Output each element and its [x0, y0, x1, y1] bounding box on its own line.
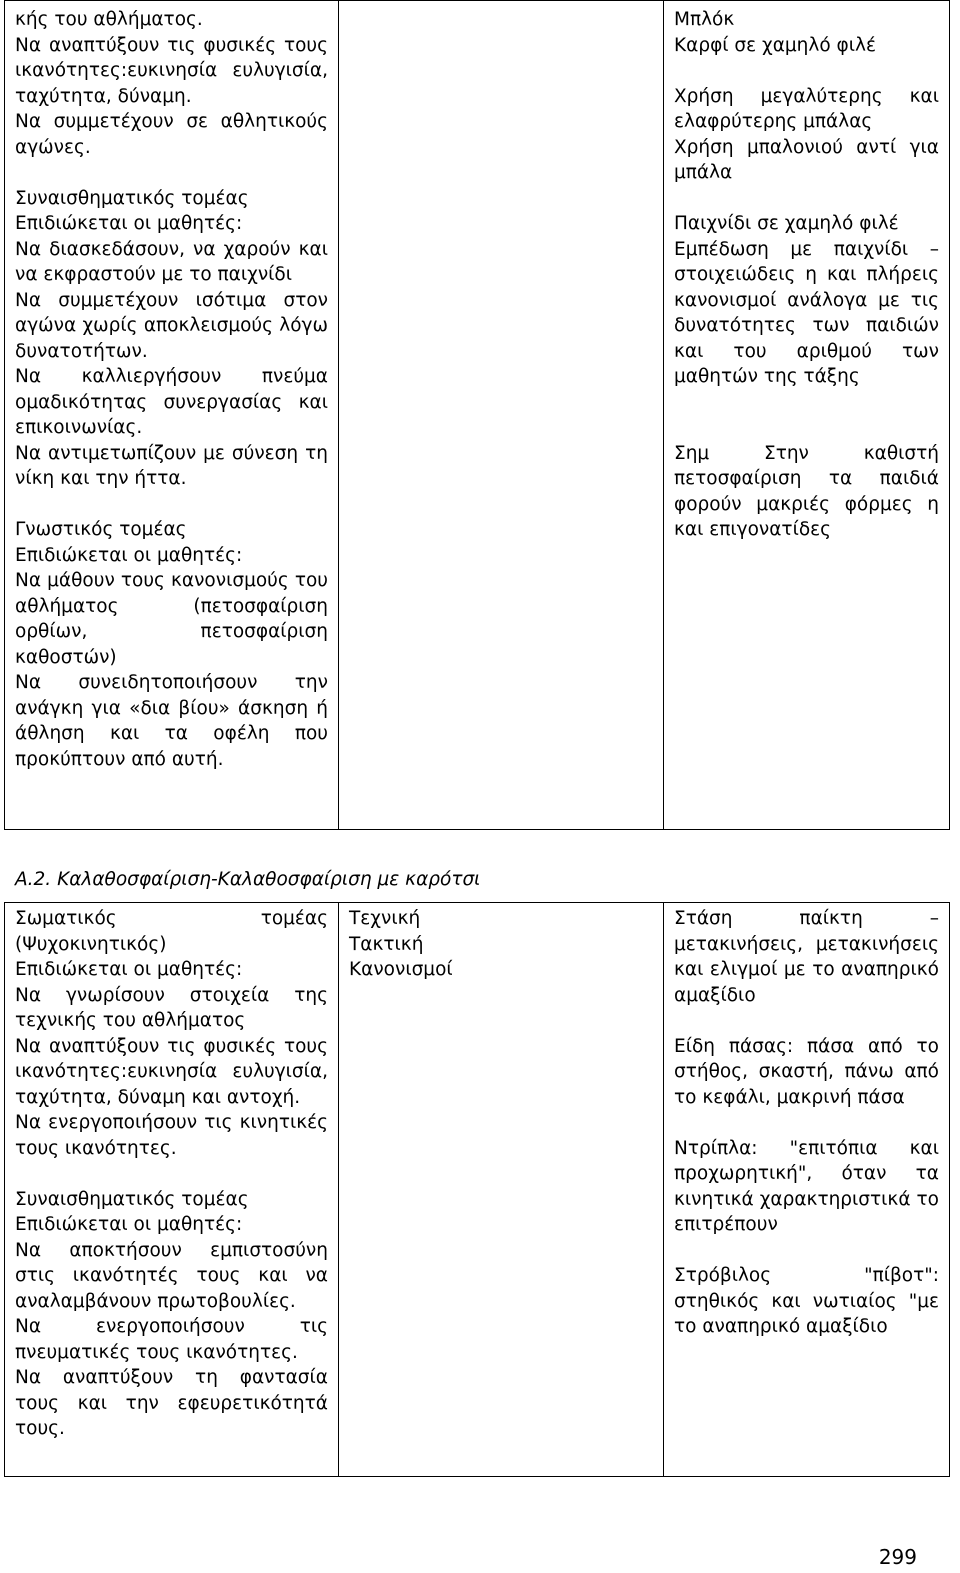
content-cell: [339, 1, 664, 830]
page-number: 299: [878, 1545, 917, 1569]
content-cell: [339, 903, 664, 1477]
content-text: Τεχνική Τακτική Κανονισμοί: [349, 908, 453, 980]
objectives-text: Σωματικός τομέας (Ψυχοκινητικός) Επιδιώκεται οι μαθητές: Να γνωρίσουν στοιχεία της τεχνικής του αθλήματος Να αναπτύξουν τις φυσικές τους ικανότητες:ευκινησία ευλυγισία, ταχύτητα, δύναμη και αντοχή. Να ενεργοποιήσουν τις κινητικές τους ικανότητες. Συναισθηματικός τομέας Επιδιώκεται οι μαθητές: Να αποκτήσουν εμπιστοσύνη στις ικανότητές τους και να αναλαμβάνουν πρωτοβουλίες. Να ενεργοποιήσουν τις πνευματικές τους ικανότητες. Να αναπτύξουν τη φαντασία τους και την εφευρετικότητά τους.: [15, 908, 328, 1439]
objectives-table-basketball: [4, 902, 950, 1477]
objectives-text: κής του αθλήματος. Να αναπτύξουν τις φυσικές τους ικανότητες:ευκινησία ευλυγισία, ταχύτητα, δύναμη. Να συμμετέχουν σε αθλητικούς αγώνες. Συναισθηματικός τομέας Επιδιώκεται οι μαθητές: Να διασκεδάσουν, να χαρούν και να εκφραστούν με το παιχνίδι Να συμμετέχουν ισότιμα στον αγώνα χωρίς αποκλεισμούς λόγω δυνατοτήτων. Να καλλιεργήσουν πνεύμα ομαδικότητας συνεργασίας και επικοινωνίας. Να αντιμετωπίζουν με σύνεση τη νίκη και την ήττα. Γνωστικός τομέας Επιδιώκεται οι μαθητές: Να μάθουν τους κανονισμούς του αθλήματος (πετοσφαίριση ορθίων, πετοσφαίριση καθοστών) Να συνειδητοποιήσουν την ανάγκη για «δια βίου» άσκηση ή άθληση και τα οφέλη που προκύπτουν από αυτή.: [15, 9, 328, 770]
activities-text: Μπλόκ Καρφί σε χαμηλό φιλέ Χρήση μεγαλύτερης και ελαφρύτερης μπάλας Χρήση μπαλονιού αντί για μπάλα Παιχνίδι σε χαμηλό φιλέ Εμπέδωση με παιχνίδι – στοιχειώδεις η και πλήρεις κανονισμοί ανάλογα με τις δυνατότητες των παιδιών και του αριθμού των μαθητών της τάξης Σημ Στην καθιστή πετοσφαίριση τα παιδιά φορούν μακριές φόρμες η και επιγονατίδες: [674, 9, 939, 540]
section-heading: Α.2. Καλαθοσφαίριση-Καλαθοσφαίριση με καρότσι: [15, 869, 481, 890]
activities-cell: [664, 1, 950, 830]
objectives-table-volleyball: [4, 0, 950, 830]
objectives-cell: [5, 903, 339, 1477]
objectives-cell: [5, 1, 339, 830]
activities-cell: [664, 903, 950, 1477]
activities-text: Στάση παίκτη – μετακινήσεις, μετακινήσεις και ελιγμοί με το αναπηρικό αμαξίδιο Είδη πάσας: πάσα από το στήθος, σκαστή, πάνω από το κεφάλι, μακρινή πάσα Ντρίπλα: "επιτόπια και προχωρητική", όταν τα κινητικά χαρακτηριστικά το επιτρέπουν Στρόβιλος "πίβοτ": στηθικός και νωτιαίος "με το αναπηρικό αμαξίδιο: [674, 908, 939, 1337]
